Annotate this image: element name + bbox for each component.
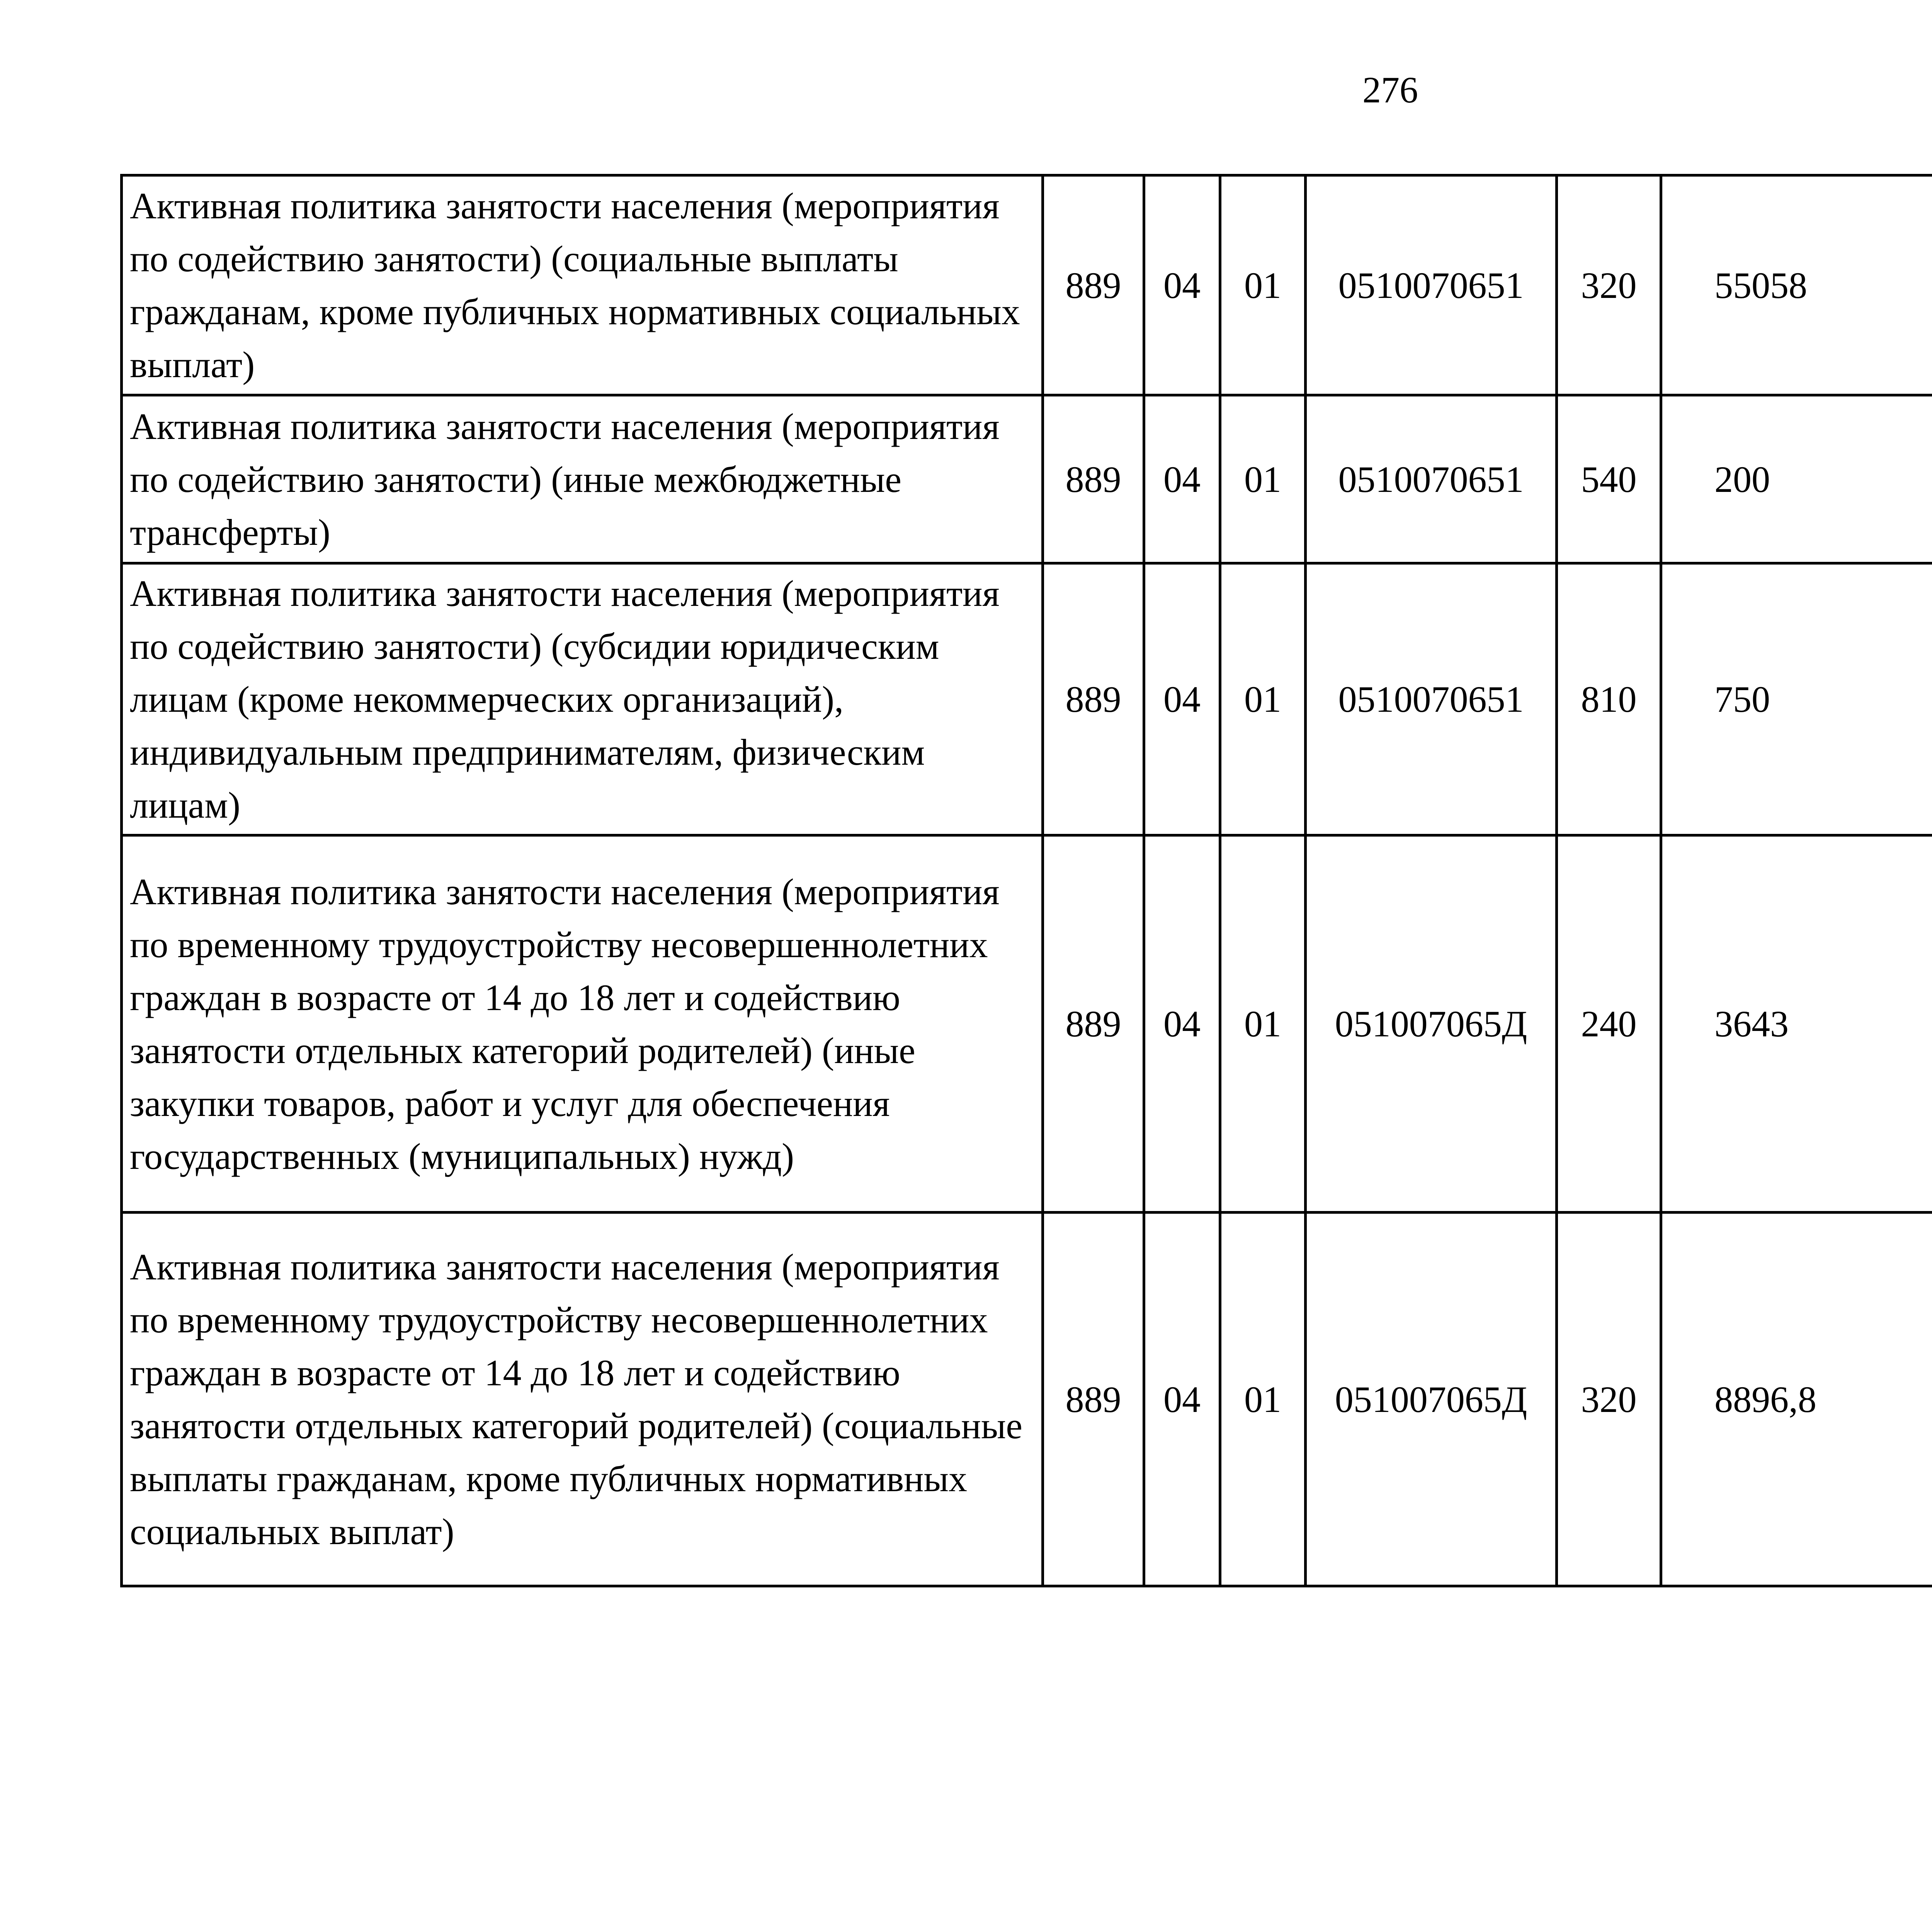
section-code: 04 [1144,835,1220,1213]
ministry-code: 889 [1043,835,1144,1213]
subsection-code: 01 [1220,175,1306,395]
target-article-code: 051007065Д [1306,835,1557,1213]
section-code: 04 [1144,1213,1220,1586]
expense-type-code: 320 [1557,1213,1661,1586]
subsection-code: 01 [1220,395,1306,563]
expense-type-code: 540 [1557,395,1661,563]
row-description: Активная политика занятости населения (мероприятия по содействию занятости) (субсидии юридическим лицам (кроме некоммерческих организаций), индивидуальным предпринимателям, физическим лицам) [122,563,1043,835]
section-code: 04 [1144,175,1220,395]
row-description: Активная политика занятости населения (мероприятия по временному трудоустройству несовершеннолетних граждан в возрасте от 14 до 18 лет и содействию занятости отдельных категорий родителей) (социальные выплаты гражданам, кроме публичных нормативных социальных выплат) [122,1213,1043,1586]
row-description: Активная политика занятости населения (мероприятия по содействию занятости) (социальные выплаты гражданам, кроме публичных нормативных социальных выплат) [122,175,1043,395]
table-row [122,175,1932,395]
expense-type-code: 320 [1557,175,1661,395]
section-code: 04 [1144,395,1220,563]
target-article-code: 0510070651 [1306,175,1557,395]
subsection-code: 01 [1220,835,1306,1213]
amount-1: 55058 [1661,175,1932,395]
section-code: 04 [1144,563,1220,835]
row-description: Активная политика занятости населения (мероприятия по временному трудоустройству несовершеннолетних граждан в возрасте от 14 до 18 лет и содействию занятости отдельных категорий родителей) (иные закупки товаров, работ и услуг для обеспечения государственных (муниципальных) нужд) [122,835,1043,1213]
expense-type-code: 240 [1557,835,1661,1213]
row-description: Активная политика занятости населения (мероприятия по содействию занятости) (иные межбюджетные трансферты) [122,395,1043,563]
amount-1: 8896,8 [1661,1213,1932,1586]
amount-1: 3643 [1661,835,1932,1213]
amount-1: 750 [1661,563,1932,835]
page-number: 276 [1362,69,1418,111]
ministry-code: 889 [1043,175,1144,395]
subsection-code: 01 [1220,563,1306,835]
budget-table [120,174,1932,1587]
amount-1: 200 [1661,395,1932,563]
target-article-code: 0510070651 [1306,563,1557,835]
ministry-code: 889 [1043,395,1144,563]
table-row [122,395,1932,563]
target-article-code: 051007065Д [1306,1213,1557,1586]
table-row [122,835,1932,1213]
subsection-code: 01 [1220,1213,1306,1586]
ministry-code: 889 [1043,1213,1144,1586]
ministry-code: 889 [1043,563,1144,835]
target-article-code: 0510070651 [1306,395,1557,563]
table-row [122,1213,1932,1586]
expense-type-code: 810 [1557,563,1661,835]
table-row [122,563,1932,835]
